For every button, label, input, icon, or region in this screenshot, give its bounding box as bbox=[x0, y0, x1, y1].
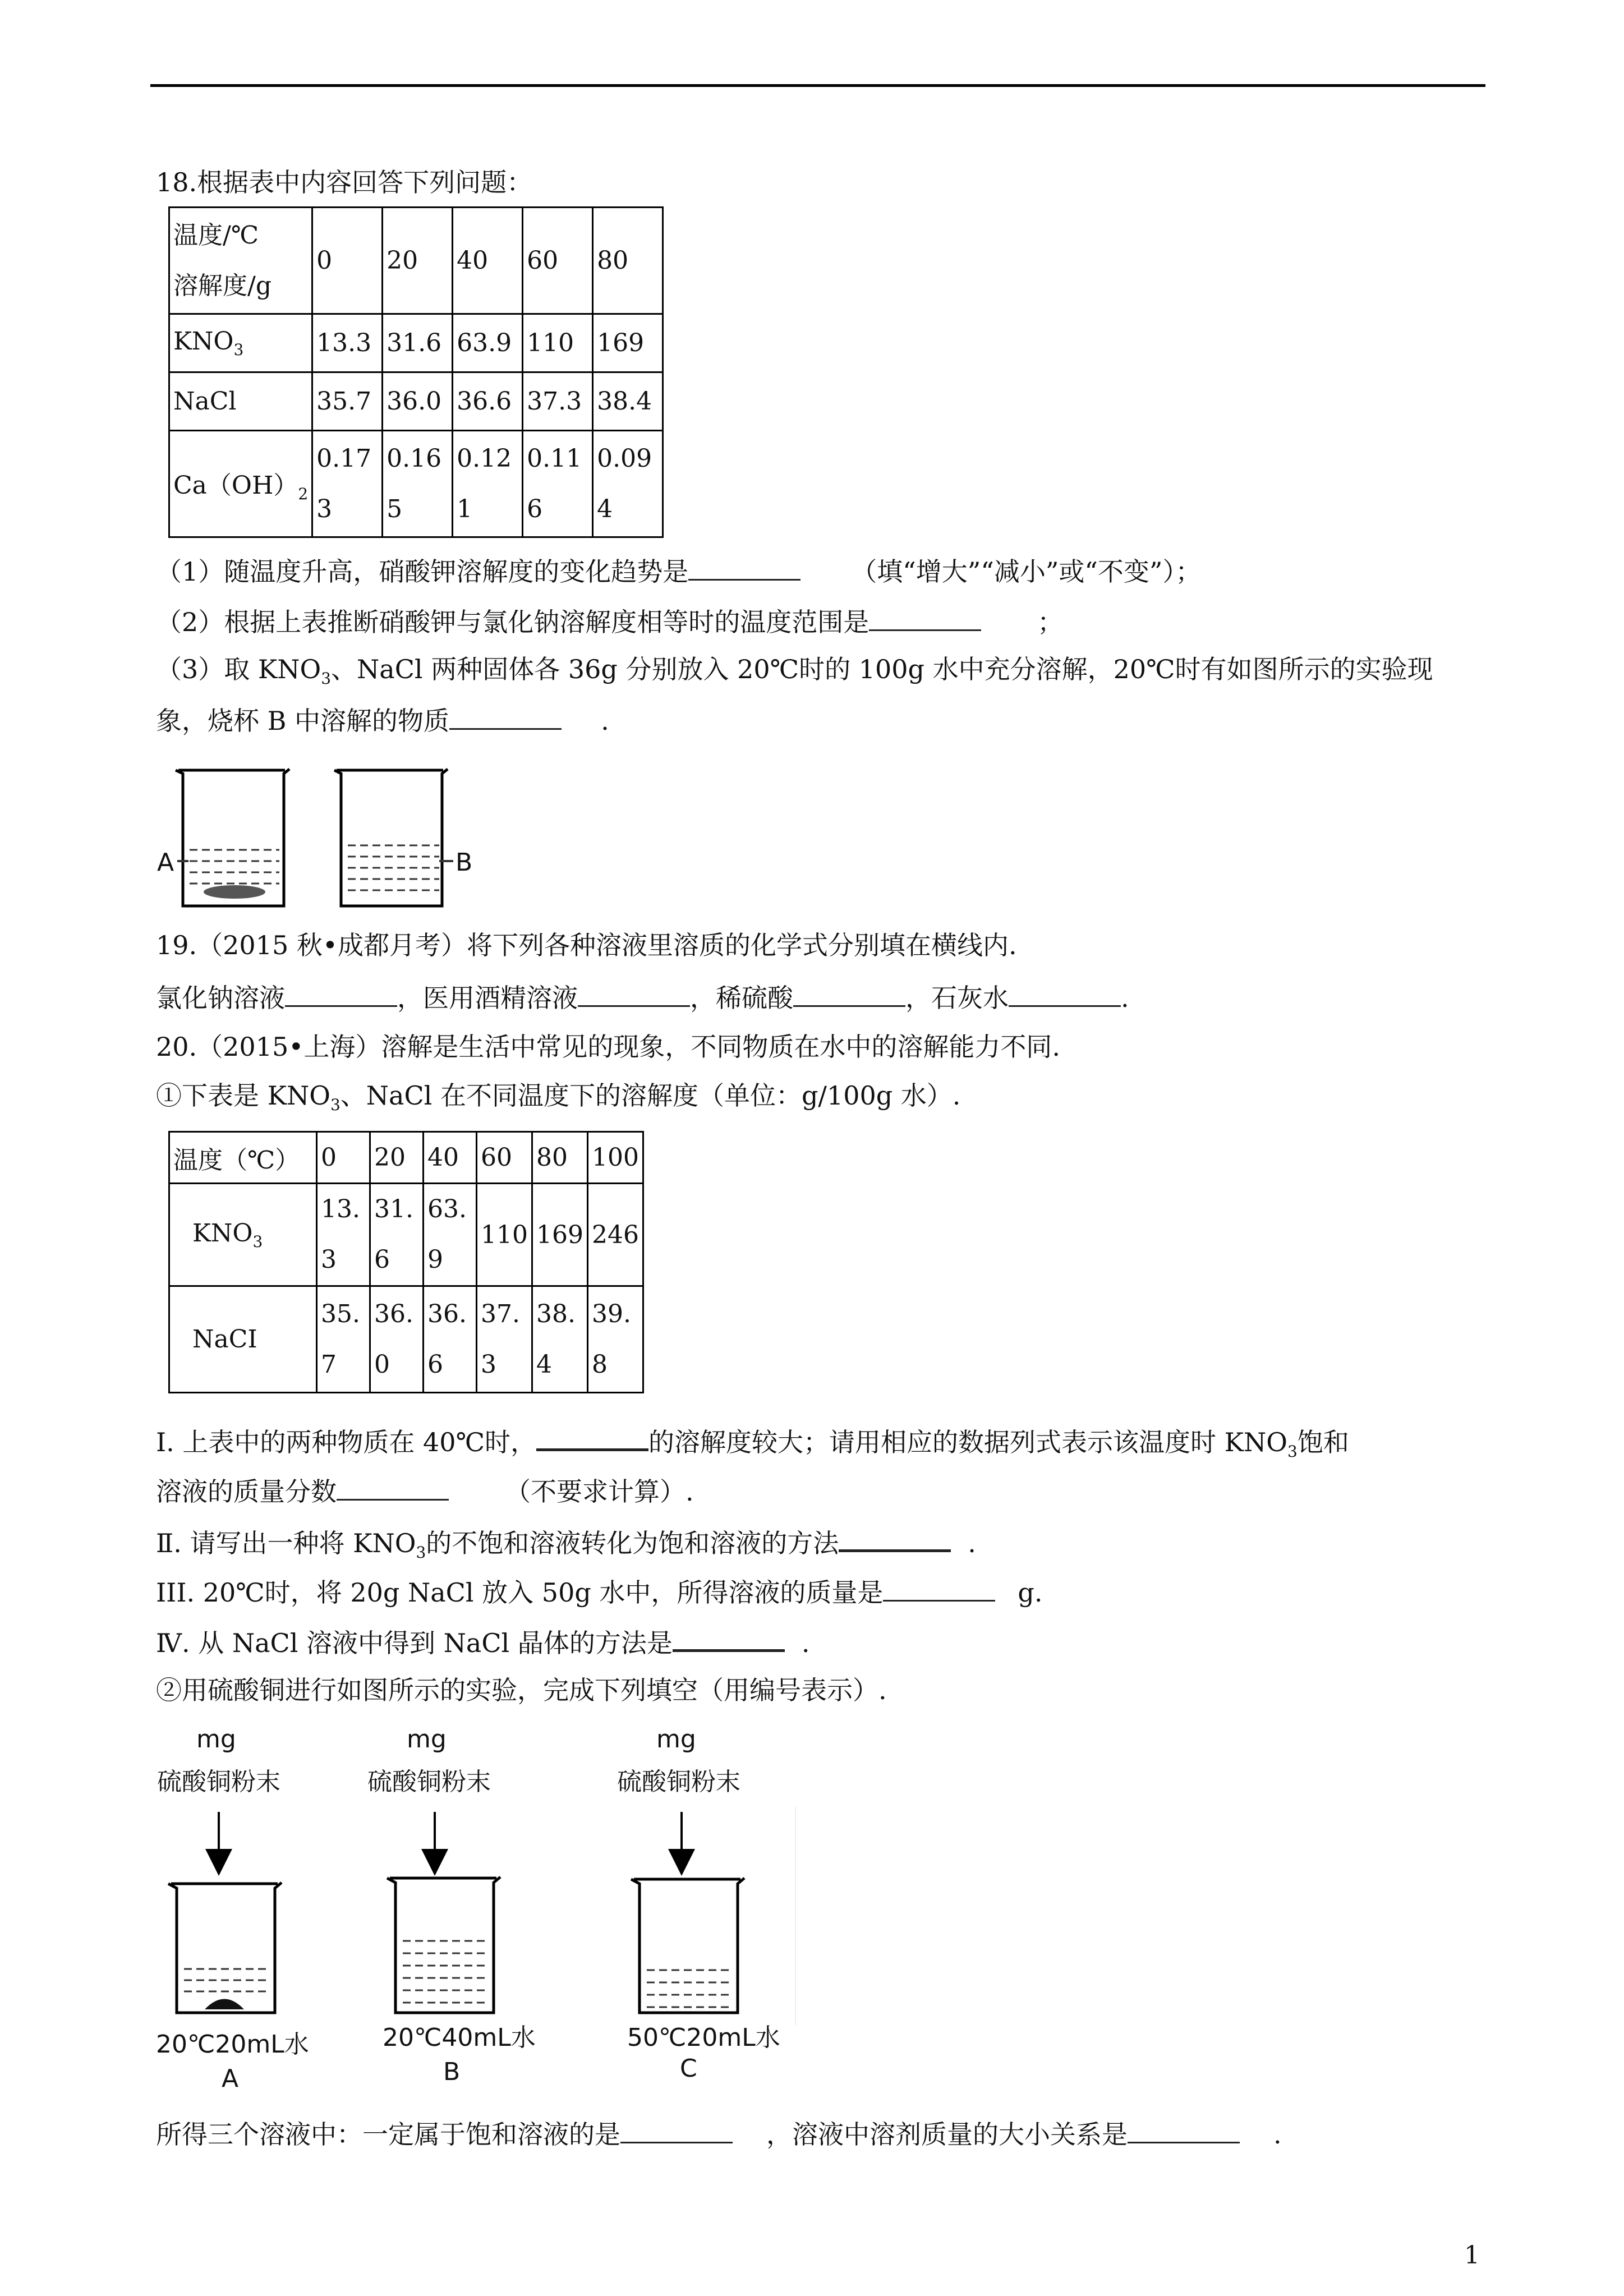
answer-blank[interactable] bbox=[285, 983, 397, 1007]
q20-row-name: NaCI bbox=[169, 1286, 317, 1393]
q18-cell: 0.09 4 bbox=[593, 431, 663, 537]
q18-temp: 40 bbox=[453, 208, 523, 314]
q18-temp: 0 bbox=[312, 208, 383, 314]
q19-line1: 19.（2015 秋•成都月考）将下列各种溶液里溶质的化学式分别填在横线内. bbox=[156, 930, 1017, 960]
q20-solubility-table bbox=[168, 1131, 644, 1393]
fig-b-condition: 20℃40mL水 bbox=[383, 2023, 536, 2052]
q18-row-name: $Ca(OH)_2$ bbox=[169, 431, 312, 537]
q20-cell: 110 bbox=[477, 1184, 532, 1286]
answer-blank[interactable] bbox=[449, 706, 562, 730]
beaker-b bbox=[387, 1877, 500, 2013]
answer-blank[interactable] bbox=[578, 983, 690, 1007]
fig-a-label: A bbox=[222, 2064, 239, 2093]
q20-part-iv: Ⅳ. 从 NaCl 溶液中得到 NaCl 晶体的方法是 . bbox=[156, 1628, 810, 1658]
q18-cell: 36.6 bbox=[453, 372, 523, 431]
q18-cell: 0.11 6 bbox=[523, 431, 593, 537]
q18-cell: 0.12 1 bbox=[453, 431, 523, 537]
fig-a-condition: 20℃20mL水 bbox=[156, 2030, 309, 2059]
q20-final-line: 所得三个溶液中：一定属于饱和溶液的是 ，溶液中溶剂质量的大小关系是 . bbox=[156, 2119, 1282, 2150]
answer-blank[interactable] bbox=[620, 2119, 733, 2143]
q20-line2: ①下表是 $KNO_3$、NaCl 在不同温度下的溶解度（单位：g/100g 水）. bbox=[156, 1080, 961, 1115]
beaker-c bbox=[631, 1878, 744, 2013]
q18-cell: 0.16 5 bbox=[383, 431, 453, 537]
q18-cell: 0.17 3 bbox=[312, 431, 383, 537]
q20-part-iii: III. 20℃时，将 20g NaCl 放入 50g 水中，所得溶液的质量是 g. bbox=[156, 1577, 1043, 1608]
q20-temp: 80 bbox=[532, 1132, 587, 1184]
q20-cell: 36. 0 bbox=[370, 1286, 424, 1393]
fig-b-mass: mg bbox=[407, 1725, 447, 1754]
q20-cell: 39. 8 bbox=[587, 1286, 643, 1393]
answer-blank[interactable] bbox=[839, 1527, 951, 1552]
q18-part1: （1）随温度升高，硝酸钾溶解度的变化趋势是 （填“增大”“减小”或“不变”）； bbox=[156, 556, 1202, 587]
q18-cell: 37.3 bbox=[523, 372, 593, 431]
q20-part-ii: Ⅱ. 请写出一种将 $KNO_3$的不饱和溶液转化为饱和溶液的方法 . bbox=[156, 1528, 976, 1562]
q18-cell: 13.3 bbox=[312, 314, 383, 372]
q18-header-solubility: 溶解度/g bbox=[173, 271, 272, 300]
q20-cell: 36. 6 bbox=[424, 1286, 477, 1393]
q20-temp: 20 bbox=[370, 1132, 424, 1184]
q18-part3-line2: 象，烧杯 B 中溶解的物质 . bbox=[156, 706, 609, 736]
fig-b-powder: 硫酸铜粉末 bbox=[367, 1768, 491, 1796]
q20-part2: ②用硫酸铜进行如图所示的实验，完成下列填空（用编号表示）. bbox=[156, 1675, 887, 1705]
beaker-b bbox=[334, 769, 448, 906]
q20-cell: 37. 3 bbox=[477, 1286, 532, 1393]
q18-solubility-table bbox=[168, 206, 664, 538]
q20-cell: 169 bbox=[532, 1184, 587, 1286]
page-number: 1 bbox=[1464, 2241, 1480, 2270]
q18-cell: 35.7 bbox=[312, 372, 383, 431]
answer-blank[interactable] bbox=[883, 1577, 995, 1602]
q18-beaker-figure bbox=[156, 766, 493, 914]
beaker-a bbox=[168, 1883, 282, 2013]
q18-cell: 169 bbox=[593, 314, 663, 372]
q18-row-name: NaCl bbox=[169, 372, 312, 431]
q20-cell: 63. 9 bbox=[424, 1184, 477, 1286]
q18-title: 18.根据表中内容回答下列问题： bbox=[156, 167, 533, 197]
q18-cell: 38.4 bbox=[593, 372, 663, 431]
q18-row-name: $KNO_3$ bbox=[169, 314, 312, 372]
q19-line2: 氯化钠溶液 ，医用酒精溶液 ，稀硫酸 ，石灰水 . bbox=[156, 983, 1129, 1013]
answer-blank[interactable] bbox=[793, 983, 905, 1007]
answer-blank[interactable] bbox=[1128, 2119, 1240, 2143]
undissolved-solid bbox=[204, 885, 265, 899]
q20-header: 温度（℃） bbox=[169, 1132, 317, 1184]
q18-part3-line1: （3）取 $KNO_3$、NaCl 两种固体各 36g 分别放入 20℃时的 100g 水中充分溶解，20℃时有如图所示的实验现 bbox=[156, 654, 1433, 688]
q20-temp: 100 bbox=[587, 1132, 643, 1184]
q18-header-temp: 温度/℃ bbox=[173, 220, 259, 250]
beaker-a-label: A bbox=[157, 848, 174, 877]
q20-temp: 60 bbox=[477, 1132, 532, 1184]
fig-a-mass: mg bbox=[196, 1725, 236, 1754]
answer-blank[interactable] bbox=[536, 1426, 648, 1451]
q20-part-i-line1: Ⅰ. 上表中的两种物质在 40℃时， 的溶解度较大；请用相应的数据列式表示该温度时 $KNO_3$饱和 bbox=[156, 1427, 1349, 1461]
answer-blank[interactable] bbox=[1009, 983, 1121, 1007]
copper-sulfate-figure bbox=[151, 1806, 797, 2025]
q18-cell: 110 bbox=[523, 314, 593, 372]
q20-cell: 35. 7 bbox=[317, 1286, 370, 1393]
header-rule bbox=[150, 84, 1485, 87]
fig-c-condition: 50℃20mL水 bbox=[627, 2023, 780, 2052]
q20-line1: 20.（2015•上海）溶解是生活中常见的现象，不同物质在水中的溶解能力不同. bbox=[156, 1032, 1060, 1062]
q20-cell: 246 bbox=[587, 1184, 643, 1286]
q20-cell: 38. 4 bbox=[532, 1286, 587, 1393]
fig-c-label: C bbox=[680, 2054, 697, 2083]
q18-cell: 63.9 bbox=[453, 314, 523, 372]
q18-temp: 60 bbox=[523, 208, 593, 314]
q18-temp: 80 bbox=[593, 208, 663, 314]
fig-c-mass: mg bbox=[656, 1725, 696, 1754]
q18-cell: 36.0 bbox=[383, 372, 453, 431]
answer-blank[interactable] bbox=[673, 1627, 785, 1652]
fig-a-powder: 硫酸铜粉末 bbox=[157, 1768, 280, 1796]
fig-c-powder: 硫酸铜粉末 bbox=[617, 1768, 740, 1796]
q18-cell: 31.6 bbox=[383, 314, 453, 372]
answer-blank[interactable] bbox=[869, 607, 981, 631]
q18-temp: 20 bbox=[383, 208, 453, 314]
answer-blank[interactable] bbox=[688, 556, 801, 581]
q20-cell: 13. 3 bbox=[317, 1184, 370, 1286]
q20-cell: 31. 6 bbox=[370, 1184, 424, 1286]
q18-part2: （2）根据上表推断硝酸钾与氯化钠溶解度相等时的温度范围是 ； bbox=[156, 607, 1064, 637]
q20-temp: 40 bbox=[424, 1132, 477, 1184]
q20-part-i-line2: 溶液的质量分数 （不要求计算）. bbox=[156, 1476, 694, 1507]
q20-temp: 0 bbox=[317, 1132, 370, 1184]
q20-row-name: $KNO_3$ bbox=[169, 1184, 317, 1286]
answer-blank[interactable] bbox=[337, 1476, 449, 1501]
q18-header-cell bbox=[169, 208, 312, 314]
beaker-b-label: B bbox=[456, 848, 473, 877]
fig-b-label: B bbox=[443, 2058, 461, 2086]
undissolved-solid bbox=[205, 1999, 244, 2010]
